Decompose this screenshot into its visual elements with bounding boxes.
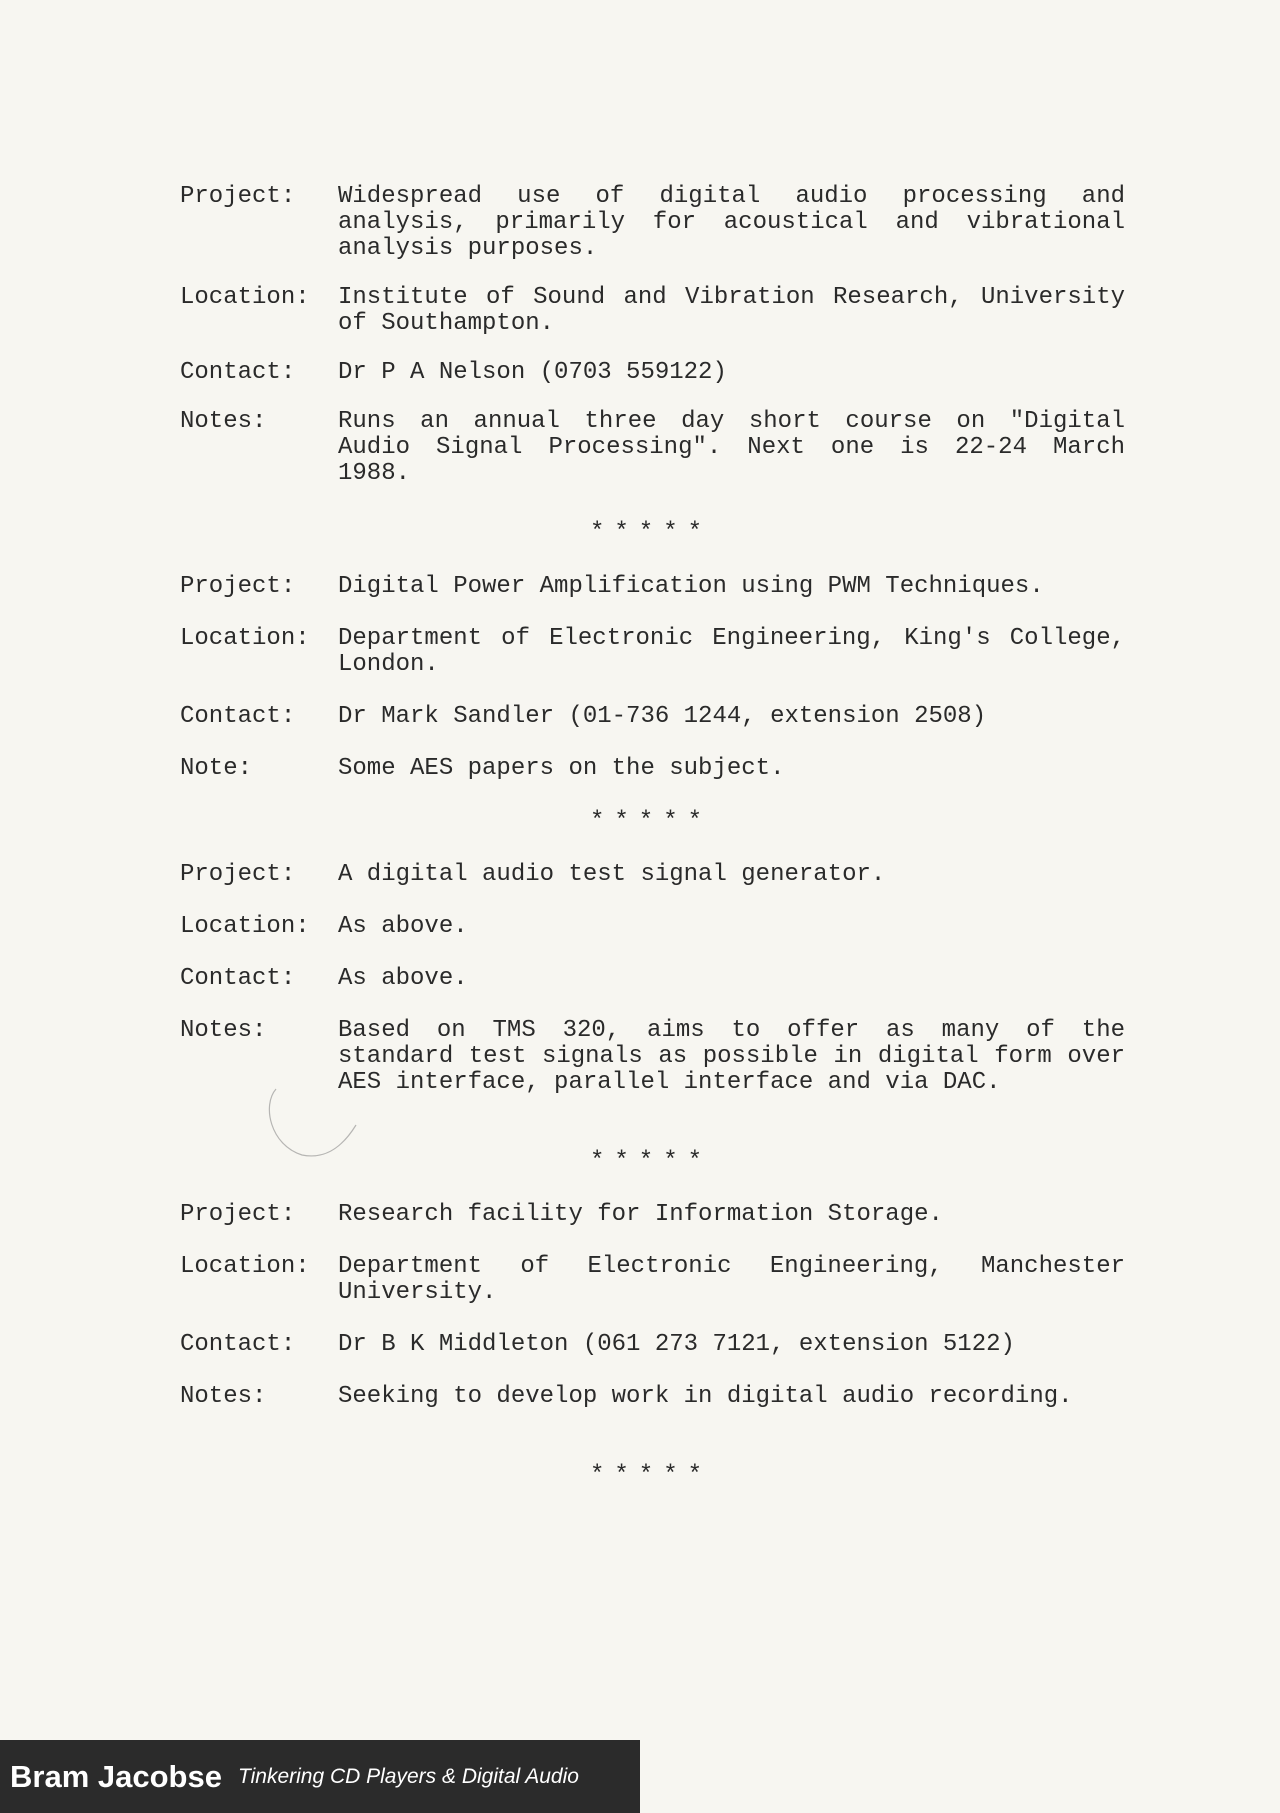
field-label: Contact:: [180, 1331, 296, 1358]
field-label: Project:: [180, 861, 296, 888]
field-value: Dr P A Nelson (0703 559122): [338, 359, 727, 386]
field-label: Contact:: [180, 703, 296, 730]
field-value: Research facility for Information Storage.: [338, 1201, 943, 1228]
field-value: As above.: [338, 965, 468, 992]
field-contact: [180, 966, 1125, 992]
entry-2: [180, 574, 1125, 782]
section-separator: *****: [589, 1148, 712, 1175]
field-location: [180, 285, 1125, 337]
field-label: Project:: [180, 1201, 296, 1228]
field-location: [180, 626, 1125, 678]
field-value: Institute of Sound and Vibration Research, University of Southampton.: [338, 284, 1125, 337]
field-project: [180, 862, 1125, 888]
field-note: [180, 756, 1125, 782]
field-project: [180, 574, 1125, 600]
field-value: Department of Electronic Engineering, King's College, London.: [338, 625, 1125, 678]
entry-1: [180, 184, 1125, 487]
field-label: Location:: [180, 1253, 310, 1280]
field-label: Location:: [180, 625, 310, 652]
footer-tagline: Tinkering CD Players & Digital Audio: [237, 1764, 579, 1788]
field-label: Notes:: [180, 1017, 267, 1044]
field-value: Widespread use of digital audio processing and analysis, primarily for acoustical and vibrational analysis purposes.: [338, 183, 1125, 262]
field-label: Project:: [180, 183, 296, 210]
field-label: Contact:: [180, 965, 296, 992]
field-label: Note:: [180, 755, 253, 782]
pencil-mark: [262, 1085, 362, 1159]
entry-3: [180, 862, 1125, 1096]
section-separator: *****: [589, 519, 712, 546]
field-label: Notes:: [180, 1383, 267, 1410]
section-separator: *****: [589, 808, 712, 835]
field-value: Dr B K Middleton (061 273 7121, extension 5122): [338, 1331, 1015, 1358]
entry-4: [180, 1202, 1125, 1410]
field-label: Location:: [180, 284, 310, 311]
field-label: Location:: [180, 913, 310, 940]
field-notes: [180, 409, 1125, 487]
field-notes: [180, 1384, 1125, 1410]
section-separator: *****: [589, 1462, 712, 1489]
field-label: Project:: [180, 573, 296, 600]
field-value: Digital Power Amplification using PWM Techniques.: [338, 573, 1044, 600]
field-value: As above.: [338, 913, 468, 940]
field-label: Contact:: [180, 359, 296, 386]
field-value: Dr Mark Sandler (01-736 1244, extension 2508): [338, 703, 987, 730]
footer-name: Bram Jacobse: [10, 1758, 222, 1794]
field-location: [180, 914, 1125, 940]
field-value: Department of Electronic Engineering, Manchester University.: [338, 1253, 1125, 1306]
field-label: Notes:: [180, 408, 267, 435]
field-project: [180, 184, 1125, 262]
field-value: A digital audio test signal generator.: [338, 861, 886, 888]
field-contact: [180, 1332, 1125, 1358]
field-value: Some AES papers on the subject.: [338, 755, 785, 782]
field-project: [180, 1202, 1125, 1228]
field-location: [180, 1254, 1125, 1306]
footer-banner: [0, 1740, 640, 1813]
field-value: Based on TMS 320, aims to offer as many of the standard test signals as possible in digital form over AES interface, parallel interface and via DAC.: [338, 1017, 1125, 1096]
field-contact: [180, 360, 1125, 386]
field-contact: [180, 704, 1125, 730]
field-value: Seeking to develop work in digital audio recording.: [338, 1383, 1073, 1410]
field-value: Runs an annual three day short course on "Digital Audio Signal Processing". Next one is 22-24 March 1988.: [338, 408, 1125, 487]
